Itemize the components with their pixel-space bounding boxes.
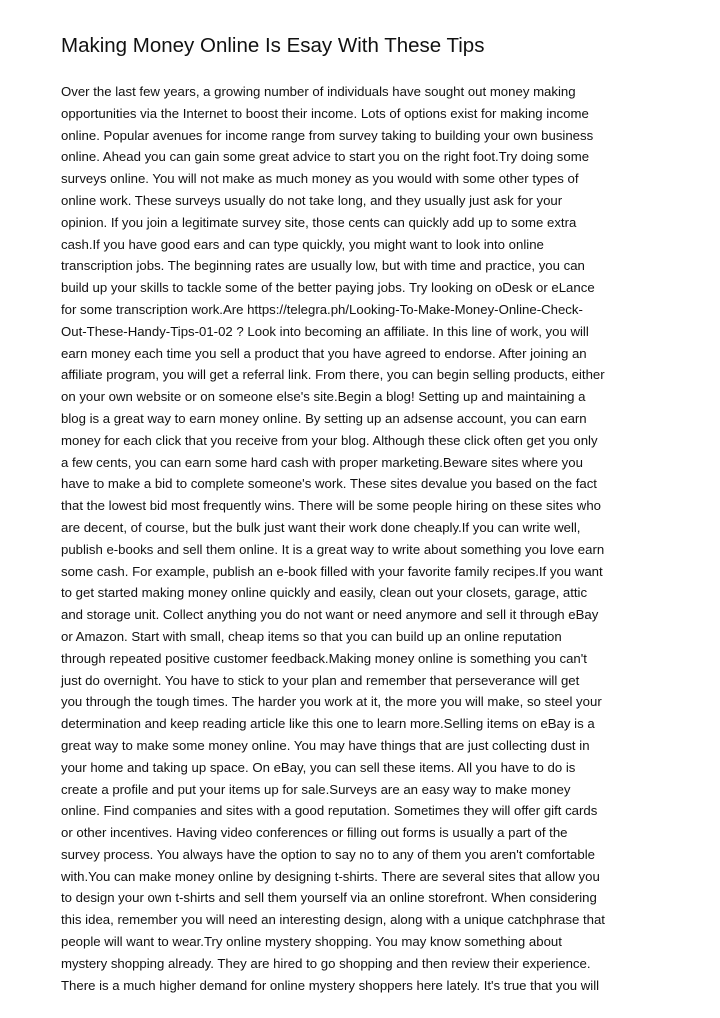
text-line: you through the tough times. The harder you work at it, the more you will make, so steel your — [61, 694, 602, 710]
text-line: people will want to wear.Try online mystery shopping. You may know something about — [61, 934, 562, 950]
text-line: and storage unit. Collect anything you do not want or need anymore and sell it through eBay — [61, 607, 599, 623]
text-line: your home and taking up space. On eBay, you can sell these items. All you have to do is — [61, 759, 576, 775]
text-line: Over the last few years, a growing number of individuals have sought out money making — [61, 84, 576, 99]
text-line: to design your own t-shirts and sell them yourself via an online storefront. When considering — [61, 890, 597, 906]
text-line: some cash. For example, publish an e-book filled with your favorite family recipes.If you want — [61, 563, 603, 579]
text-line: There is a much higher demand for online mystery shoppers here lately. It's true that you will — [61, 977, 600, 993]
text-line: determination and keep reading article like this one to learn more.Selling items on eBay is a — [61, 716, 595, 732]
text-line: affiliate program, you will get a referral link. From there, you can begin selling products, either — [61, 367, 605, 383]
text-line: online. Popular avenues for income range from survey taking to building your own business — [61, 127, 594, 143]
text-line: survey process. You always have the option to say no to any of them you aren't comfortable — [61, 846, 595, 862]
text-line: publish e-books and sell them online. It is a great way to write about something you love earn — [61, 541, 605, 557]
text-line: or Amazon. Start with small, cheap items so that you can build up an online reputation — [61, 628, 562, 644]
text-line: just do overnight. You have to stick to your plan and remember that perseverance will get — [61, 672, 580, 688]
text-line: online work. These surveys usually do not take long, and they usually just ask for your — [61, 192, 563, 208]
text-line: cash.If you have good ears and can type quickly, you might want to look into online — [61, 236, 544, 252]
text-line: are decent, of course, but the bulk just want their work done cheaply.If you can write well, — [61, 519, 581, 535]
text-line: earn money each time you sell a product that you have agreed to endorse. After joining an — [61, 345, 587, 361]
text-line: Out-These-Handy-Tips-01-02 ? Look into becoming an affiliate. In this line of work, you will — [61, 323, 589, 339]
body-text — [61, 81, 681, 996]
text-line: money for each click that you receive from your blog. Although these click often get you only — [61, 432, 598, 448]
text-line: great way to make some money online. You may have things that are just collecting dust in — [61, 737, 590, 753]
text-line: that the lowest bid most frequently wins. There will be some people hiring on these sites who — [61, 498, 601, 514]
text-line: build up your skills to tackle some of the better paying jobs. Try looking on oDesk or eLance — [61, 280, 595, 296]
text-line: or other incentives. Having video conferences or filling out forms is usually a part of the — [61, 825, 568, 841]
text-line: a few cents, you can earn some hard cash with proper marketing.Beware sites where you — [61, 454, 583, 470]
text-line: on your own website or on someone else's site.Begin a blog! Setting up and maintaining a — [61, 389, 586, 405]
text-line: this idea, remember you will need an interesting design, along with a unique catchphrase that — [61, 912, 605, 928]
text-line: online. Ahead you can gain some great advice to start you on the right foot.Try doing some — [61, 149, 590, 165]
text-line: opportunities via the Internet to boost their income. Lots of options exist for making income — [61, 105, 589, 121]
text-line: online. Find companies and sites with a good reputation. Sometimes they will offer gift cards — [61, 803, 598, 819]
page-title: Making Money Online Is Esay With These Tips — [61, 34, 485, 57]
text-line: create a profile and put your items up for sale.Surveys are an easy way to make money — [61, 781, 571, 797]
text-line: with.You can make money online by designing t-shirts. There are several sites that allow you — [61, 868, 600, 884]
text-line: have to make a bid to complete someone's work. These sites devalue you based on the fact — [61, 476, 597, 492]
text-line: opinion. If you join a legitimate survey site, those cents can quickly add up to some extra — [61, 214, 577, 230]
text-line: for some transcription work.Are https://telegra.ph/Looking-To-Make-Money-Online-Check- — [61, 301, 583, 317]
text-line: surveys online. You will not make as much money as you would with some other types of — [61, 171, 579, 187]
text-line: mystery shopping already. They are hired to go shopping and then review their experience. — [61, 955, 591, 971]
text-line: through repeated positive customer feedback.Making money online is something you can't — [61, 650, 587, 666]
text-line: transcription jobs. The beginning rates are usually low, but with time and practice, you can — [61, 258, 585, 274]
text-line: blog is a great way to earn money online. By setting up an adsense account, you can earn — [61, 410, 587, 426]
text-line: to get started making money online quickly and easily, clean out your closets, garage, attic — [61, 585, 588, 601]
